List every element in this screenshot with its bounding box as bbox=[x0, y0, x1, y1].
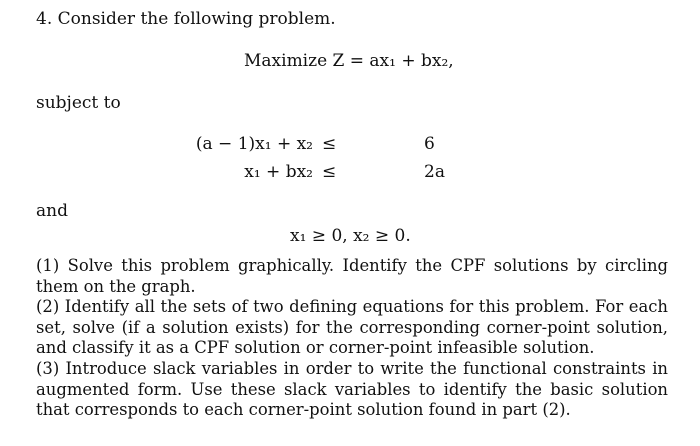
problem-heading: 4. Consider the following problem. bbox=[36, 9, 336, 29]
part-3-text: (3) Introduce slack variables in order to write the functional constraints in augmented form. Use these slack variables to identify the basic solution that corresponds to each corner-point solution found in part (2). bbox=[36, 359, 668, 419]
nonnegativity-constraints: x₁ ≥ 0, x₂ ≥ 0. bbox=[290, 226, 411, 246]
part-2-text: (2) Identify all the sets of two defining equations for this problem. For each set, solve (if a solution exists) for the corresponding corner-point solution, and classify it as a CPF solution or corner-point infeasible solution. bbox=[36, 297, 668, 357]
constraint-2-lhs: x₁ + bx₂ bbox=[244, 162, 313, 182]
objective-function: Maximize Z = ax₁ + bx₂, bbox=[244, 51, 454, 71]
constraint-2-rhs: 2a bbox=[424, 162, 445, 182]
and-label: and bbox=[36, 201, 68, 221]
subject-to-label: subject to bbox=[36, 93, 121, 113]
constraint-1-lhs: (a − 1)x₁ + x₂ bbox=[195, 134, 313, 154]
part-1-text: (1) Solve this problem graphically. Identify the CPF solutions by circling them on the graph. bbox=[36, 256, 668, 296]
constraint-1-rhs: 6 bbox=[424, 134, 435, 154]
constraint-1-relation: ≤ bbox=[322, 134, 337, 154]
constraint-2-relation: ≤ bbox=[322, 162, 337, 182]
